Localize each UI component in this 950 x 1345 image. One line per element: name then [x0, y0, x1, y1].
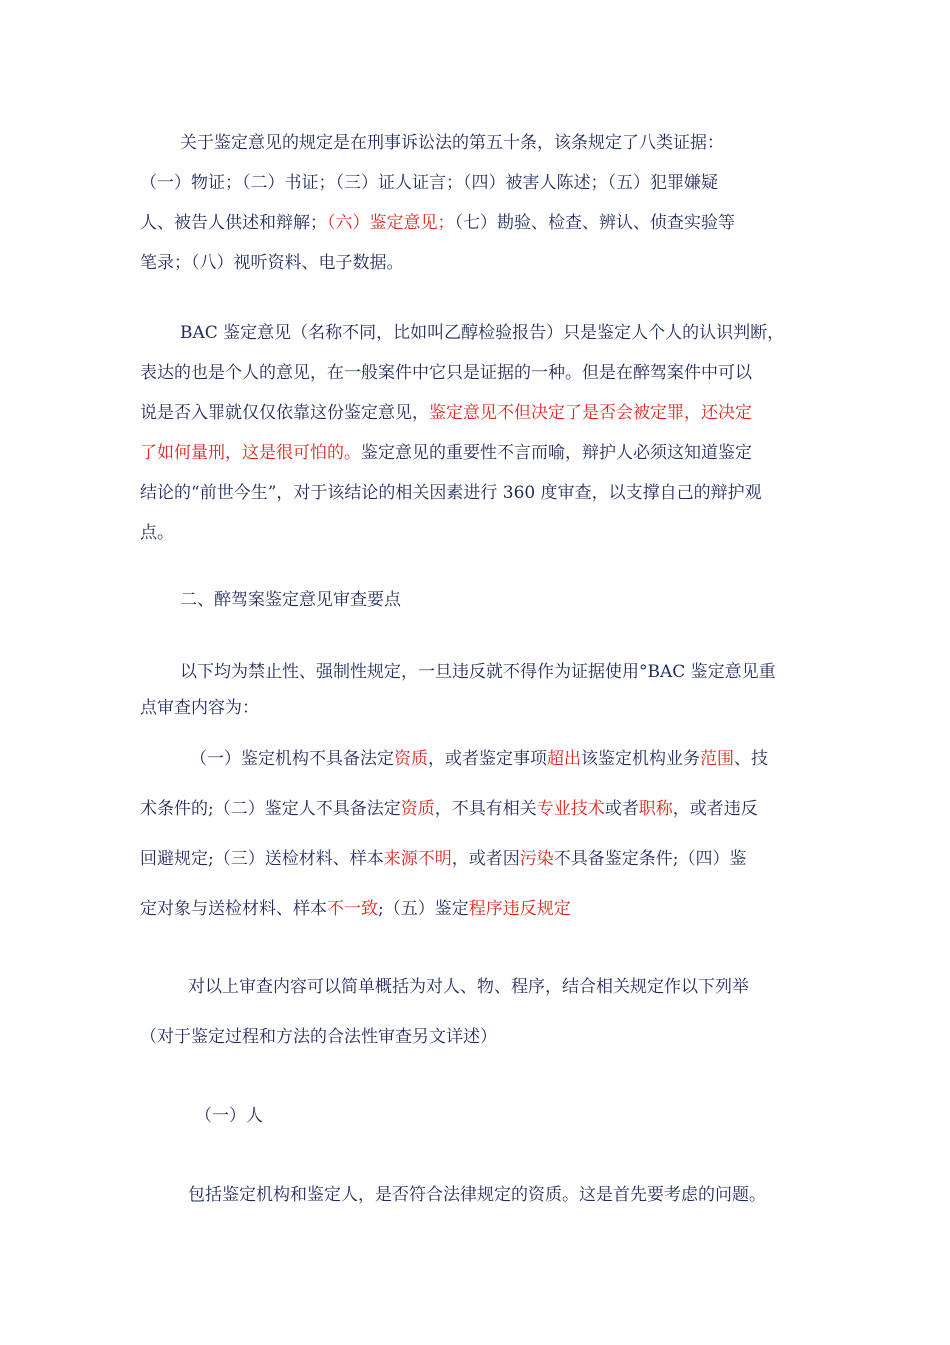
text-line: 点。 — [140, 523, 174, 543]
text-segment: 人、被告人供述和辩解； — [140, 213, 327, 233]
highlight-segment: 了如何量刑，这是很可怕的。 — [140, 443, 361, 463]
text-line: 表达的也是个人的意见，在一般案件中它只是证据的一种。但是在醉驾案件中可以 — [140, 363, 752, 383]
text-line: BAC 鉴定意见（名称不同，比如叫乙醇检验报告）只是鉴定人个人的认识判断， — [180, 323, 785, 343]
text-segment: 该鉴定机构业务 — [581, 749, 700, 769]
highlight-segment: 鉴定意见不但决定了是否会被定罪，还决定 — [429, 403, 752, 423]
text-line: （对于鉴定过程和方法的合法性审查另文详述） — [140, 1027, 497, 1047]
highlight-segment: 来源不明 — [383, 849, 452, 869]
text-line: 以下均为禁止性、强制性规定，一旦违反就不得作为证据使用°BAC 鉴定意见重 — [180, 662, 776, 682]
text-segment: （七）勘验、检查、辨认、侦查实验等 — [454, 213, 735, 233]
heading-text: （一）人 — [195, 1106, 263, 1126]
text-line: 对以上审查内容可以简单概括为对人、物、程序，结合相关规定作以下列举 — [188, 977, 749, 997]
text-line — [140, 398, 752, 423]
highlight-segment: 专业技术 — [536, 799, 605, 819]
text-segment: ，或者因 — [451, 849, 520, 869]
text-segment: 定对象与送检材料、样本 — [140, 899, 327, 919]
text-segment: 、技 — [734, 749, 768, 769]
text-line: 包括鉴定机构和鉴定人，是否符合法律规定的资质。这是首先要考虑的问题。 — [188, 1185, 766, 1205]
text-segment: ，不具有相关 — [434, 799, 537, 819]
text-line: 结论的“前世今生”，对于该结论的相关因素进行 360 度审查，以支撑自己的辩护观 — [140, 483, 762, 503]
text-line — [140, 844, 746, 869]
text-segment: 或者 — [604, 799, 639, 819]
text-segment: 鉴定意见的重要性不言而喻，辩护人必须这知道鉴定 — [361, 443, 752, 463]
highlight-segment: 不一致 — [327, 899, 378, 919]
text-line — [140, 438, 752, 463]
text-line: （一）物证；（二）书证；（三）证人证言；（四）被害人陈述；（五）犯罪嫌疑 — [140, 173, 718, 193]
text-line — [140, 208, 735, 233]
text-segment: 回避规定;（三）送检材料、样本 — [140, 849, 384, 869]
text-segment: （一）鉴定机构不具备法定 — [190, 749, 394, 769]
text-segment: 说是否入罪就仅仅依靠这份鉴定意见， — [140, 403, 429, 423]
highlight-segment: 污染 — [519, 849, 554, 869]
text-line: 点审查内容为： — [140, 698, 259, 718]
highlight-segment: 范围 — [700, 749, 734, 769]
text-line — [140, 894, 571, 919]
text-line — [190, 744, 768, 769]
heading-text: 二、醉驾案鉴定意见审查要点 — [180, 590, 401, 610]
text-segment: ;（五）鉴定 — [378, 899, 469, 919]
text-segment: ，或者违反 — [672, 799, 758, 819]
text-segment: 不具备鉴定条件;（四）鉴 — [553, 849, 747, 869]
highlight-segment: 超出 — [547, 749, 581, 769]
text-segment: 术条件的;（二）鉴定人不具备法定 — [140, 799, 401, 819]
text-line: 笔录；（八）视听资料、电子数据。 — [140, 253, 404, 273]
highlight-segment: 资质 — [394, 749, 428, 769]
text-segment: ，或者鉴定事项 — [428, 749, 547, 769]
highlight-segment: 职称 — [638, 799, 673, 819]
text-line: 关于鉴定意见的规定是在刑事诉讼法的第五十条，该条规定了八类证据： — [180, 133, 724, 153]
highlight-segment: 程序违反规定 — [468, 899, 571, 919]
text-line — [140, 794, 758, 819]
highlight-segment: （六）鉴定意见； — [327, 213, 455, 233]
highlight-segment: 资质 — [400, 799, 435, 819]
